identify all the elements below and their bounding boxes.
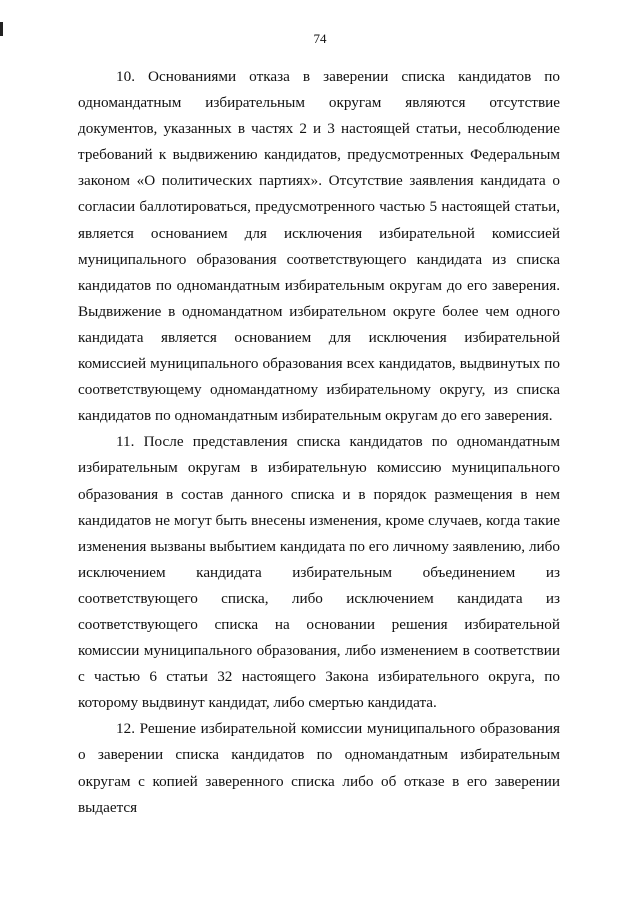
document-body [78,64,560,821]
paragraph-10: 10. Основаниями отказа в заверении списка кандидатов по одномандатным избирательным округам являются отсутствие документов, указанных в частях 2 и 3 настоящей статьи, несоблюдение требований к выдвижению кандидатов, предусмотренных Федеральным законом «О политических партиях». Отсутствие заявления кандидата о согласии баллотироваться, предусмотренного частью 5 настоящей статьи, является основанием для исключения избирательной комиссией муниципального образования соответствующего кандидата из списка кандидатов по одномандатным избирательным округам до его заверения. Выдвижение в одномандатном избирательном округе более чем одного кандидата является основанием для исключения избирательной комиссией муниципального образования всех кандидатов, выдвинутых по соответствующему одномандатному избирательному округу, из списка кандидатов по одномандатным избирательным округам до его заверения. [78,68,560,425]
paragraph-12: 12. Решение избирательной комиссии муниципального образования о заверении списка кандидатов по одномандатным избирательным округам с копией заверенного списка либо об отказе в его заверении выдается [78,720,560,816]
paragraph-11: 11. После представления списка кандидатов по одномандатным избирательным округам в избирательную комиссию муниципального образования в состав данного списка и в порядок размещения в нем кандидатов не могут быть внесены изменения, кроме случаев, когда такие изменения вызваны выбытием кандидата по его личному заявлению, либо исключением кандидата избирательным объединением из соответствующего списка, либо исключением кандидата из соответствующего списка на основании решения избирательной комиссии муниципального образования, либо изменением в соответствии с частью 6 статьи 32 настоящего Закона избирательного округа, по которому выдвинут кандидат, либо смертью кандидата. [78,433,560,712]
page-number: 74 [313,31,327,46]
